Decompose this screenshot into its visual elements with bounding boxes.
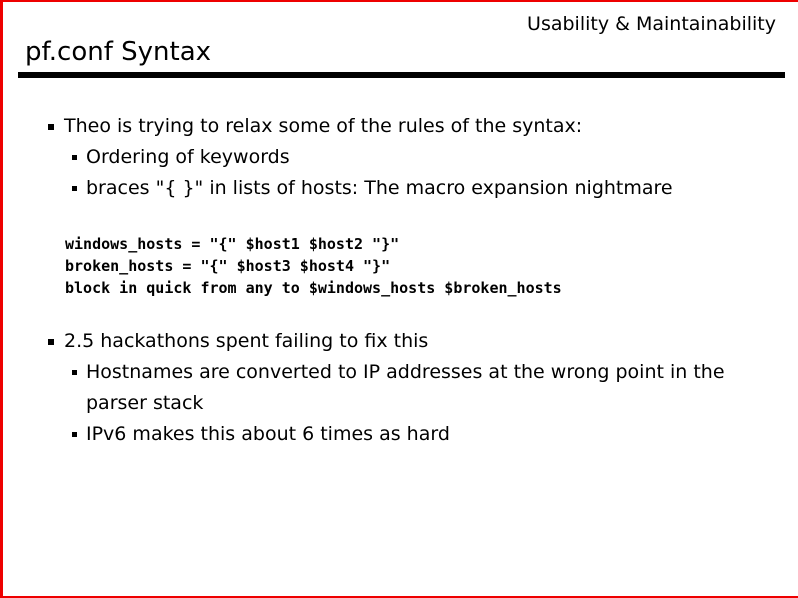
sub-bullet-text: IPv6 makes this about 6 times as hard (86, 423, 450, 445)
code-line: windows_hosts = "{" $host1 $host2 "}" (65, 235, 400, 253)
bullet-square-icon (72, 432, 77, 437)
bullet-item (3, 326, 798, 357)
bullet-square-icon (48, 339, 54, 345)
bullet-square-icon (72, 370, 77, 375)
sub-bullet-text: Ordering of keywords (86, 146, 290, 168)
bullet-text: 2.5 hackathons spent failing to fix this (64, 330, 429, 352)
bullet-square-icon (72, 155, 77, 160)
bullet-text: Theo is trying to relax some of the rules of the syntax: (64, 115, 583, 137)
bullet-square-icon (48, 124, 54, 130)
code-block (65, 233, 798, 299)
page-title: pf.conf Syntax (25, 37, 212, 67)
bullet-square-icon (72, 186, 77, 191)
sub-bullet-item (3, 142, 798, 173)
sub-bullet-text: Hostnames are converted to IP addresses at the wrong point in the parser stack (86, 361, 725, 414)
code-line: broken_hosts = "{" $host3 $host4 "}" (65, 257, 391, 275)
sub-bullet-text: braces "{ }" in lists of hosts: The macro expansion nightmare (86, 177, 673, 199)
slide-body (3, 78, 798, 450)
bullet-item (3, 111, 798, 142)
code-line: block in quick from any to $windows_hosts $broken_hosts (65, 279, 562, 297)
sub-bullet-item (3, 173, 798, 204)
sub-bullet-item (3, 357, 798, 419)
slide-category-header: Usability & Maintainability (527, 13, 776, 35)
sub-bullet-item (3, 419, 798, 450)
